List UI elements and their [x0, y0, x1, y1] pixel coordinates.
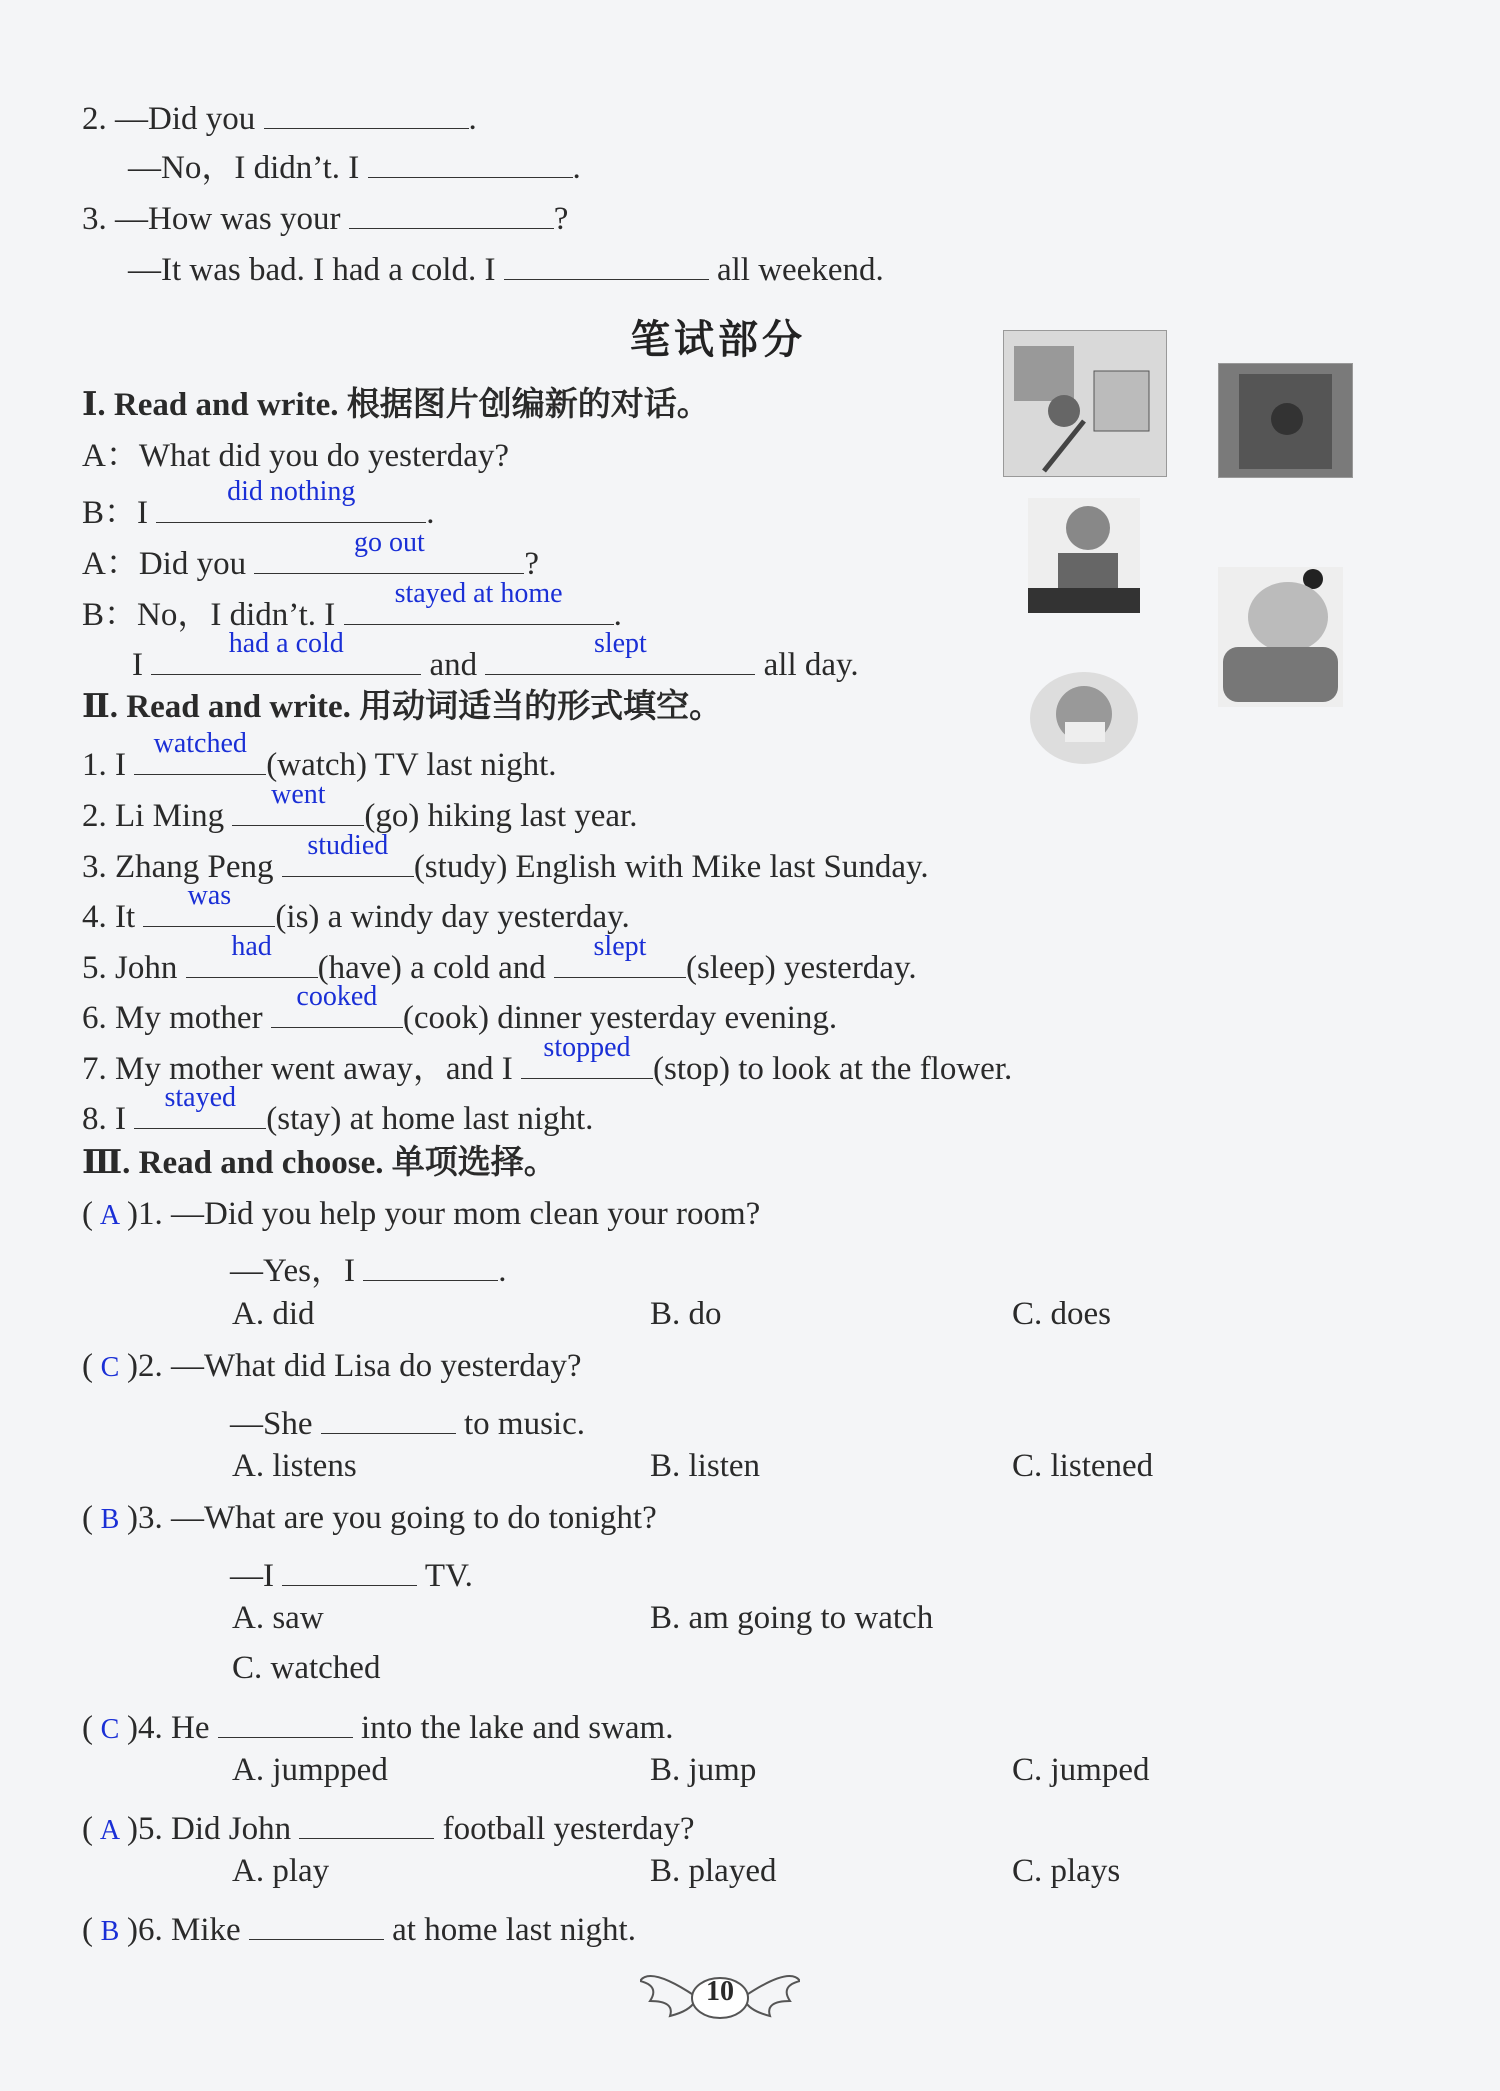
- blank[interactable]: [504, 243, 709, 280]
- s3-q2-sub: [230, 1397, 585, 1444]
- text: 1. I: [82, 747, 126, 783]
- blank[interactable]: [134, 728, 266, 775]
- picture-eating: [1028, 498, 1140, 613]
- page-number: 10: [706, 1976, 734, 2007]
- picture-sleeping: [1218, 567, 1343, 707]
- answer: stayed: [164, 1082, 237, 1113]
- blank[interactable]: [521, 1032, 653, 1079]
- answer: cooked: [296, 981, 378, 1012]
- text: —It was bad. I had a cold. I: [128, 252, 496, 288]
- text: all weekend.: [716, 252, 884, 288]
- text: .: [498, 1253, 507, 1289]
- text: football yesterday?: [442, 1811, 695, 1847]
- text: .: [468, 101, 477, 137]
- boy-sweeping-icon: [1004, 331, 1166, 476]
- answer: studied: [307, 830, 389, 861]
- option-c[interactable]: C. listened: [1012, 1448, 1154, 1484]
- text: to music.: [464, 1406, 585, 1442]
- answer: stopped: [543, 1032, 631, 1063]
- blank[interactable]: [232, 779, 364, 826]
- top-q3a: [82, 192, 568, 239]
- text: —No，I didn’t. I: [128, 150, 360, 186]
- blank[interactable]: [254, 527, 524, 574]
- s3-q4: ( C )4. He into the lake and swam.: [82, 1701, 673, 1750]
- option-a[interactable]: A. play: [232, 1853, 330, 1889]
- text: )1. —Did you help your mom clean your room?: [127, 1196, 761, 1232]
- text: )3. —What are you going to do tonight?: [127, 1500, 657, 1536]
- answer: C: [100, 1352, 120, 1383]
- text: 2. Li Ming: [82, 798, 225, 834]
- text: 5. John: [82, 950, 178, 986]
- blank[interactable]: [151, 628, 421, 675]
- s1-heading: Ⅰ. Read and write. 根据图片创编新的对话。: [82, 387, 710, 423]
- text: (have) a cold and: [317, 950, 546, 986]
- answer: go out: [353, 527, 425, 558]
- text: 2. —Did you: [82, 101, 256, 137]
- text: at home last night.: [392, 1912, 636, 1948]
- option-b[interactable]: B. do: [650, 1296, 722, 1332]
- text: (stay) at home last night.: [266, 1101, 594, 1137]
- blank[interactable]: [264, 92, 469, 129]
- answer: A: [99, 1815, 121, 1846]
- text: )4. He: [127, 1710, 210, 1746]
- option-b[interactable]: B. jump: [650, 1752, 757, 1788]
- text: (go) hiking last year.: [364, 798, 638, 834]
- answer: was: [187, 880, 232, 911]
- text: (watch) TV last night.: [266, 747, 557, 783]
- girl-eating-icon: [1028, 498, 1140, 613]
- text: )2. —What did Lisa do yesterday?: [127, 1348, 582, 1384]
- answer: did nothing: [227, 476, 356, 507]
- text: (study) English with Mike last Sunday.: [413, 849, 929, 885]
- text: 6. My mother: [82, 1000, 263, 1036]
- page-number-badge: [640, 1956, 800, 2026]
- option-c[interactable]: C. jumped: [1012, 1752, 1150, 1788]
- blank[interactable]: [282, 830, 414, 877]
- picture-boy-sweeping: [1003, 330, 1167, 477]
- text: )6. Mike: [127, 1912, 241, 1948]
- blank[interactable]: [321, 1397, 456, 1434]
- answer: slept: [593, 628, 647, 659]
- s3-q2: ( C )2. —What did Lisa do yesterday?: [82, 1346, 582, 1388]
- s3-q6: ( B )6. Mike at home last night.: [82, 1903, 636, 1952]
- blank[interactable]: [344, 578, 614, 625]
- option-c[interactable]: C. watched: [232, 1650, 381, 1686]
- option-b[interactable]: B. am going to watch: [650, 1600, 934, 1636]
- blank[interactable]: [349, 192, 554, 229]
- blank[interactable]: [485, 628, 755, 675]
- blank[interactable]: [249, 1903, 384, 1940]
- blank[interactable]: [363, 1244, 498, 1281]
- answer: stayed at home: [394, 578, 563, 609]
- top-q2a: [82, 92, 477, 139]
- text: —Yes，I: [230, 1253, 356, 1289]
- s3-q1: ( A )1. —Did you help your mom clean your room?: [82, 1194, 760, 1236]
- blank[interactable]: [554, 931, 686, 978]
- option-a[interactable]: A. listens: [232, 1448, 357, 1484]
- blank[interactable]: [368, 141, 573, 178]
- text: ?: [553, 201, 569, 237]
- answer: had a cold: [228, 628, 344, 659]
- text: and: [429, 647, 478, 683]
- text: —She: [230, 1406, 313, 1442]
- text: )5. Did John: [127, 1811, 292, 1847]
- text: TV.: [424, 1558, 473, 1594]
- s2-item6: [82, 981, 838, 1038]
- s2-item8: [82, 1082, 594, 1139]
- text: all day.: [763, 647, 859, 683]
- top-q3b: [128, 243, 884, 290]
- option-b[interactable]: B. played: [650, 1853, 777, 1889]
- text: .: [613, 597, 622, 633]
- sick-girl-icon: [1030, 672, 1138, 764]
- blank[interactable]: [299, 1802, 434, 1839]
- s2-item5: [82, 931, 917, 988]
- blank[interactable]: [282, 1549, 417, 1586]
- option-a[interactable]: A. did: [232, 1296, 315, 1332]
- option-a[interactable]: A. jumpped: [232, 1752, 388, 1788]
- text: .: [572, 150, 581, 186]
- answer: had: [231, 931, 272, 962]
- girl-sleeping-icon: [1218, 567, 1343, 707]
- s3-q1-sub: [230, 1244, 507, 1291]
- s1-line5: [132, 628, 859, 685]
- s3-q5: ( A )5. Did John football yesterday?: [82, 1802, 695, 1851]
- text: (stop) to look at the flower.: [652, 1051, 1013, 1087]
- text: B：No，I didn’t. I: [82, 597, 336, 633]
- text: .: [426, 495, 435, 531]
- picture-window: [1218, 363, 1353, 478]
- s3-q3: ( B )3. —What are you going to do tonight?: [82, 1498, 657, 1540]
- text: (sleep) yesterday.: [685, 950, 917, 986]
- text: 3. —How was your: [82, 201, 341, 237]
- answer: watched: [153, 728, 247, 759]
- s3-q3-sub: [230, 1549, 473, 1596]
- answer: B: [100, 1916, 120, 1947]
- text: 7. My mother went away，and I: [82, 1051, 513, 1087]
- text: 3. Zhang Peng: [82, 849, 274, 885]
- text: (is) a windy day yesterday.: [275, 899, 630, 935]
- text: 8. I: [82, 1101, 126, 1137]
- text: I: [132, 647, 143, 683]
- option-c[interactable]: C. does: [1012, 1296, 1111, 1332]
- blank[interactable]: [186, 931, 318, 978]
- answer: B: [100, 1504, 120, 1535]
- option-b[interactable]: B. listen: [650, 1448, 761, 1484]
- text: (cook) dinner yesterday evening.: [402, 1000, 838, 1036]
- section-title: 笔试部分: [630, 317, 806, 363]
- s1-line1: A：What did you do yesterday?: [82, 438, 510, 474]
- blank[interactable]: [143, 880, 275, 927]
- text: into the lake and swam.: [360, 1710, 674, 1746]
- s3-heading: Ⅲ. Read and choose. 单项选择。: [82, 1145, 557, 1181]
- s2-item4: [82, 880, 630, 937]
- s2-heading: Ⅱ. Read and write. 用动词适当的形式填空。: [82, 689, 723, 725]
- blank[interactable]: [218, 1701, 353, 1738]
- window-icon: [1219, 364, 1352, 477]
- text: A：Did you: [82, 546, 247, 582]
- option-c[interactable]: C. plays: [1012, 1853, 1121, 1889]
- top-q2b: [128, 141, 581, 188]
- text: B：I: [82, 495, 148, 531]
- option-a[interactable]: A. saw: [232, 1600, 324, 1636]
- blank[interactable]: [156, 476, 426, 523]
- text: 4. It: [82, 899, 136, 935]
- answer: went: [271, 779, 326, 810]
- blank[interactable]: [271, 981, 403, 1028]
- answer: C: [100, 1714, 120, 1745]
- text: —I: [230, 1558, 274, 1594]
- answer: slept: [593, 931, 647, 962]
- answer: A: [99, 1200, 121, 1231]
- picture-sick-girl: [1030, 672, 1138, 764]
- text: ?: [524, 546, 539, 582]
- blank[interactable]: [134, 1082, 266, 1129]
